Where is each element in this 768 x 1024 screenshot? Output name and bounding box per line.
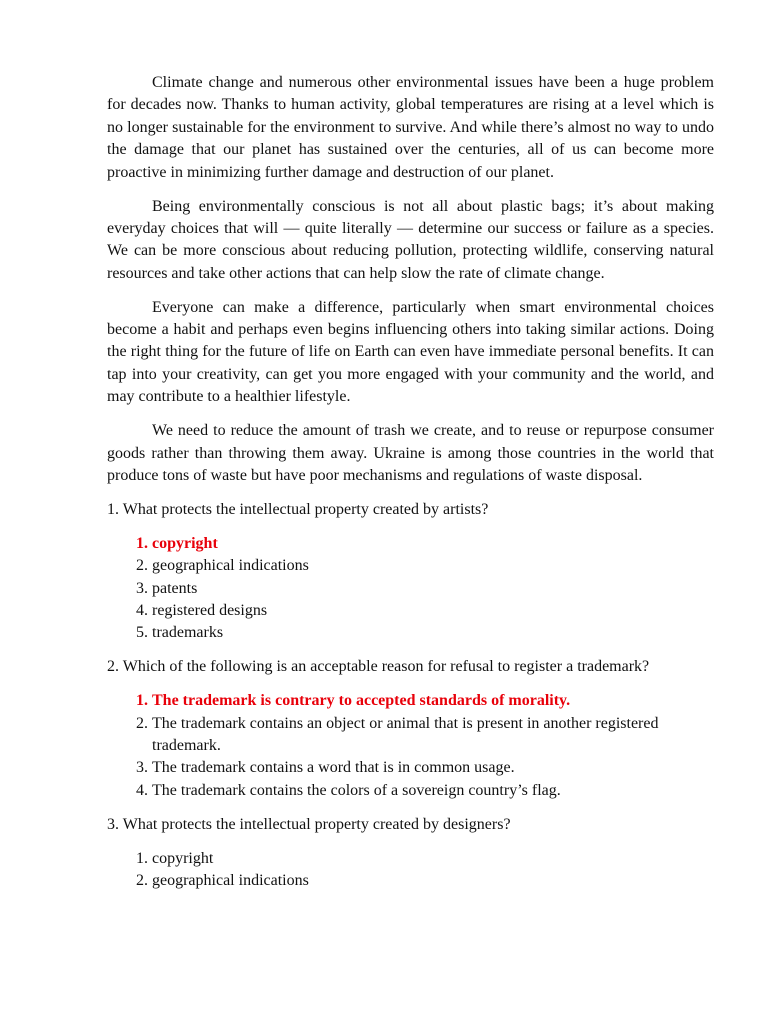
answer-item [136,870,714,892]
answer-number: 2. [136,714,148,732]
answer-text: registered designs [152,602,268,620]
paragraph-3: Everyone can make a difference, particularly when smart environmental choices become a habit and perhaps even begins influencing others into taking similar actions. Doing the right thing for the future of life on Earth can even have immediate personal benefits. It can tap into your creativity, can get you more engaged with your community and the world, and may contribute to a healthier lifestyle. [107,298,714,406]
answer-number: 1. [136,534,148,552]
answer-item-correct [136,533,714,555]
answer-number: 1. [136,692,148,710]
answer-text: geographical indications [152,872,309,890]
answer-text: trademarks [152,624,224,642]
answer-number: 3. [136,759,148,777]
answer-number: 5. [136,624,148,642]
answer-text: The trademark is contrary to accepted standards of morality. [152,692,571,710]
answer-number: 4. [136,602,148,620]
answer-text: copyright [152,849,214,867]
answer-item [136,600,714,622]
answer-number: 2. [136,872,148,890]
answer-text: The trademark contains a word that is in common usage. [152,759,515,777]
answer-number: 2. [136,557,148,575]
answer-text: The trademark contains an object or animal that is present in another registered trademark. [152,714,659,755]
answer-number: 1. [136,849,148,867]
answer-item [136,555,714,577]
answer-item [136,780,714,802]
paragraph-2: Being environmentally conscious is not all about plastic bags; it’s about making everyday choices that will — quite literally — determine our success or failure as a species. We can be more conscious about reducing pollution, protecting wildlife, conserving natural resources and take other actions that can help slow the rate of climate change. [107,197,714,282]
answer-item [136,578,714,600]
answer-text: patents [152,579,198,597]
answer-item-correct [136,690,714,712]
question-3: 3. What protects the intellectual property created by designers? [107,815,511,833]
answer-text: copyright [152,534,218,552]
answer-item [136,848,714,870]
answer-text: The trademark contains the colors of a sovereign country’s flag. [152,781,561,799]
answer-item [136,757,714,779]
question-2: 2. Which of the following is an acceptable reason for refusal to register a trademark? [107,658,650,676]
answer-list-1 [107,533,714,645]
answer-number: 4. [136,781,148,799]
answer-text: geographical indications [152,557,309,575]
paragraph-4: We need to reduce the amount of trash we create, and to reuse or repurpose consumer goods rather than throwing them away. Ukraine is among those countries in the world that produce tons of waste but have poor mechanisms and regulations of waste disposal. [107,422,714,484]
question-1: 1. What protects the intellectual property created by artists? [107,500,489,518]
paragraph-1: Climate change and numerous other environmental issues have been a huge problem for decades now. Thanks to human activity, global temperatures are rising at a level which is no longer sustainable for the environment to survive. And while there’s almost no way to undo the damage that our planet has sustained over the centuries, all of us can become more proactive in minimizing further damage and destruction of our planet. [107,74,714,181]
answer-number: 3. [136,579,148,597]
answer-item [136,622,714,644]
answer-item [136,713,714,758]
answer-list-2 [107,690,714,802]
answer-list-3 [107,848,714,893]
document-page [107,72,714,904]
